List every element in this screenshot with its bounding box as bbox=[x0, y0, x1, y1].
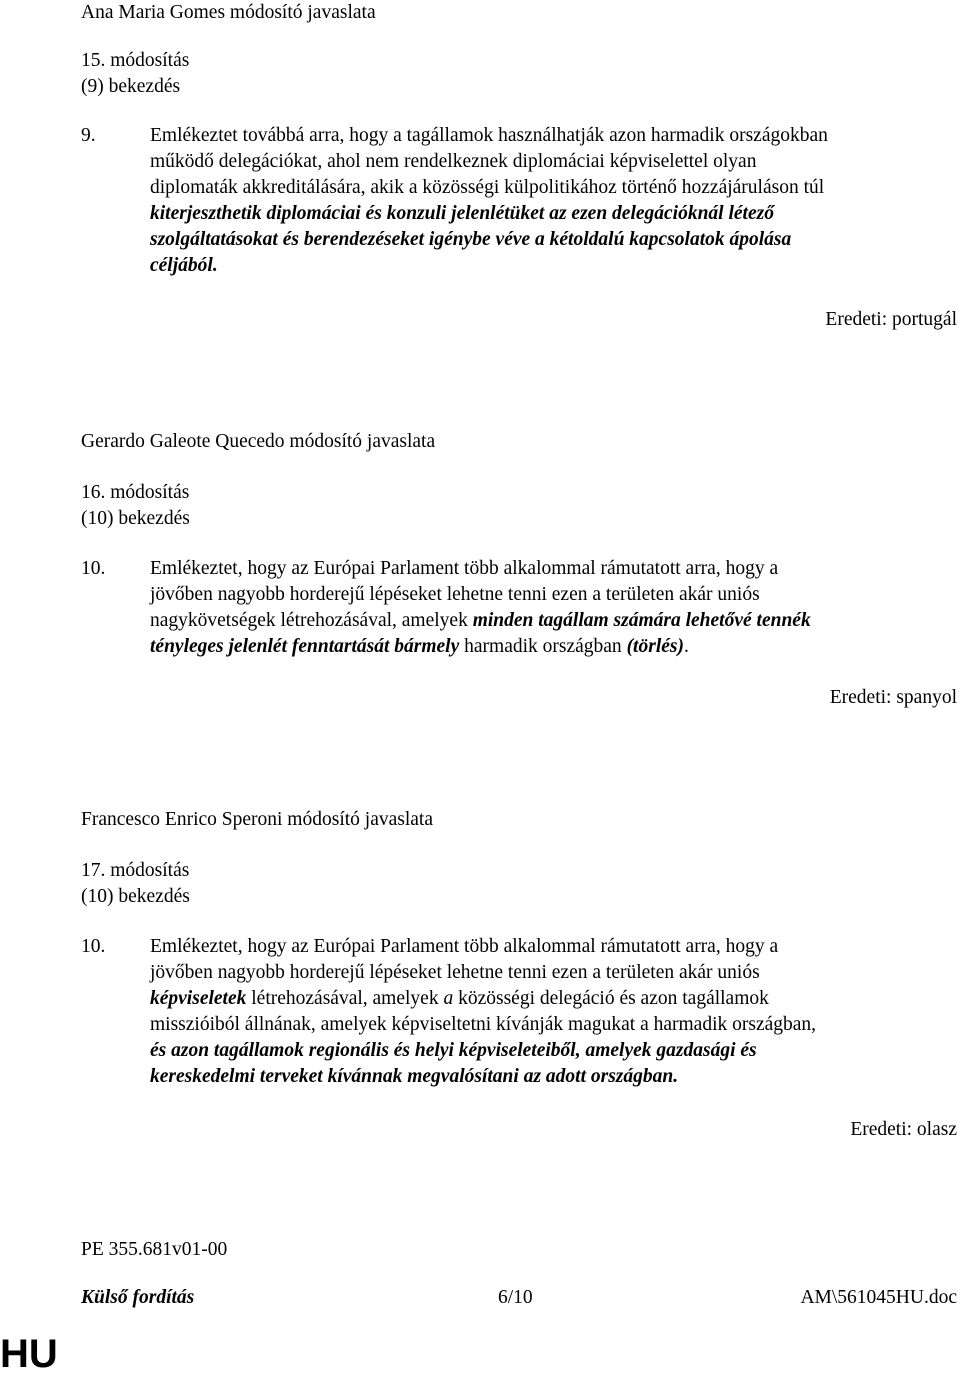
amendment-16-number: 16. módosítás bbox=[81, 482, 190, 503]
amendment-15-number: 15. módosítás bbox=[81, 50, 190, 71]
text-segment: tényleges jelenlét fenntartását bármely bbox=[150, 636, 460, 657]
amendment-15-paragraph-ref: (9) bekezdés bbox=[81, 76, 181, 97]
text-segment: Emlékeztet továbbá arra, hogy a tagállamok használhatják azon harmadik országokban bbox=[150, 125, 828, 146]
paragraph-number: 10. bbox=[81, 936, 106, 957]
text-segment: szolgáltatásokat és berendezéseket igénybe véve a kétoldalú kapcsolatok ápolása bbox=[150, 229, 792, 250]
paragraph-line bbox=[150, 149, 960, 175]
paragraph-line bbox=[150, 1064, 960, 1090]
text-segment: . bbox=[683, 636, 689, 657]
text-segment: Emlékeztet, hogy az Európai Parlament több alkalommal rámutatott arra, hogy a bbox=[150, 936, 779, 957]
text-segment: minden tagállam számára lehetővé tennék bbox=[472, 610, 811, 631]
text-segment: misszióiból állnának, amelyek képviseltetni kívánják magukat a harmadik országban, bbox=[150, 1014, 817, 1035]
paragraph-line bbox=[150, 556, 960, 582]
amendment-17-author: Francesco Enrico Speroni módosító javaslata bbox=[81, 809, 433, 830]
text-segment: jövőben nagyobb horderejű lépéseket lehetne tenni ezen a területen akár uniós bbox=[150, 962, 760, 983]
amendment-16-paragraph-ref: (10) bekezdés bbox=[81, 508, 190, 529]
footer-page-number: 6/10 bbox=[498, 1287, 533, 1308]
footer-filename: AM\561045HU.doc bbox=[800, 1287, 957, 1308]
footer-translation-label: Külső fordítás bbox=[81, 1287, 195, 1308]
paragraph-line bbox=[150, 175, 960, 201]
text-segment: harmadik országban bbox=[459, 636, 627, 657]
footer-row bbox=[81, 1285, 957, 1311]
amendment-17-original-language: Eredeti: olasz bbox=[850, 1119, 957, 1140]
paragraph-line bbox=[150, 253, 960, 279]
paragraph-line bbox=[150, 634, 960, 660]
paragraph-number: 10. bbox=[81, 558, 106, 579]
text-segment: a bbox=[443, 988, 454, 1009]
amendment-16-original-language: Eredeti: spanyol bbox=[829, 687, 957, 708]
amendment-15-author: Ana Maria Gomes módosító javaslata bbox=[81, 2, 376, 23]
text-segment: Emlékeztet, hogy az Európai Parlament több alkalommal rámutatott arra, hogy a bbox=[150, 558, 779, 579]
paragraph-body bbox=[150, 123, 960, 279]
text-segment: közösségi delegáció és azon tagállamok bbox=[453, 988, 769, 1009]
paragraph-body bbox=[150, 934, 960, 1090]
paragraph-line bbox=[150, 1012, 960, 1038]
paragraph-body bbox=[150, 556, 960, 660]
paragraph-line bbox=[150, 201, 960, 227]
paragraph-line bbox=[150, 934, 960, 960]
paragraph-line bbox=[150, 960, 960, 986]
text-segment: és azon tagállamok regionális és helyi képviseleteiből, amelyek gazdasági és bbox=[150, 1040, 757, 1061]
text-segment: céljából. bbox=[150, 255, 218, 276]
text-segment: diplomaták akkreditálására, akik a közösségi külpolitikához történő hozzájáruláson túl bbox=[150, 177, 825, 198]
paragraph-line bbox=[150, 582, 960, 608]
paragraph-line bbox=[150, 227, 960, 253]
text-segment: nagykövetségek létrehozásával, amelyek bbox=[150, 610, 473, 631]
paragraph-line bbox=[150, 123, 960, 149]
paragraph-number: 9. bbox=[81, 125, 96, 146]
paragraph-line bbox=[150, 608, 960, 634]
text-segment: (törlés) bbox=[626, 636, 684, 657]
amendment-16-author: Gerardo Galeote Quecedo módosító javaslata bbox=[81, 431, 436, 452]
amendment-17-paragraph-ref: (10) bekezdés bbox=[81, 886, 190, 907]
text-segment: működő delegációkat, ahol nem rendelkeznek diplomáciai képviselettel olyan bbox=[150, 151, 757, 172]
paragraph-line bbox=[150, 986, 960, 1012]
amendment-15-original-language: Eredeti: portugál bbox=[825, 309, 957, 330]
text-segment: kereskedelmi terveket kívánnak megvalósítani az adott országban. bbox=[150, 1066, 679, 1087]
footer-doc-ref: PE 355.681v01-00 bbox=[81, 1239, 228, 1260]
text-segment: jövőben nagyobb horderejű lépéseket lehetne tenni ezen a területen akár uniós bbox=[150, 584, 760, 605]
amendment-17-number: 17. módosítás bbox=[81, 860, 190, 881]
text-segment: képviseletek bbox=[150, 988, 247, 1009]
text-segment: létrehozásával, amelyek bbox=[246, 988, 444, 1009]
paragraph-line bbox=[150, 1038, 960, 1064]
text-segment: kiterjeszthetik diplomáciai és konzuli jelenlétüket az ezen delegációknál létező bbox=[150, 203, 774, 224]
language-code: HU bbox=[0, 1332, 58, 1376]
